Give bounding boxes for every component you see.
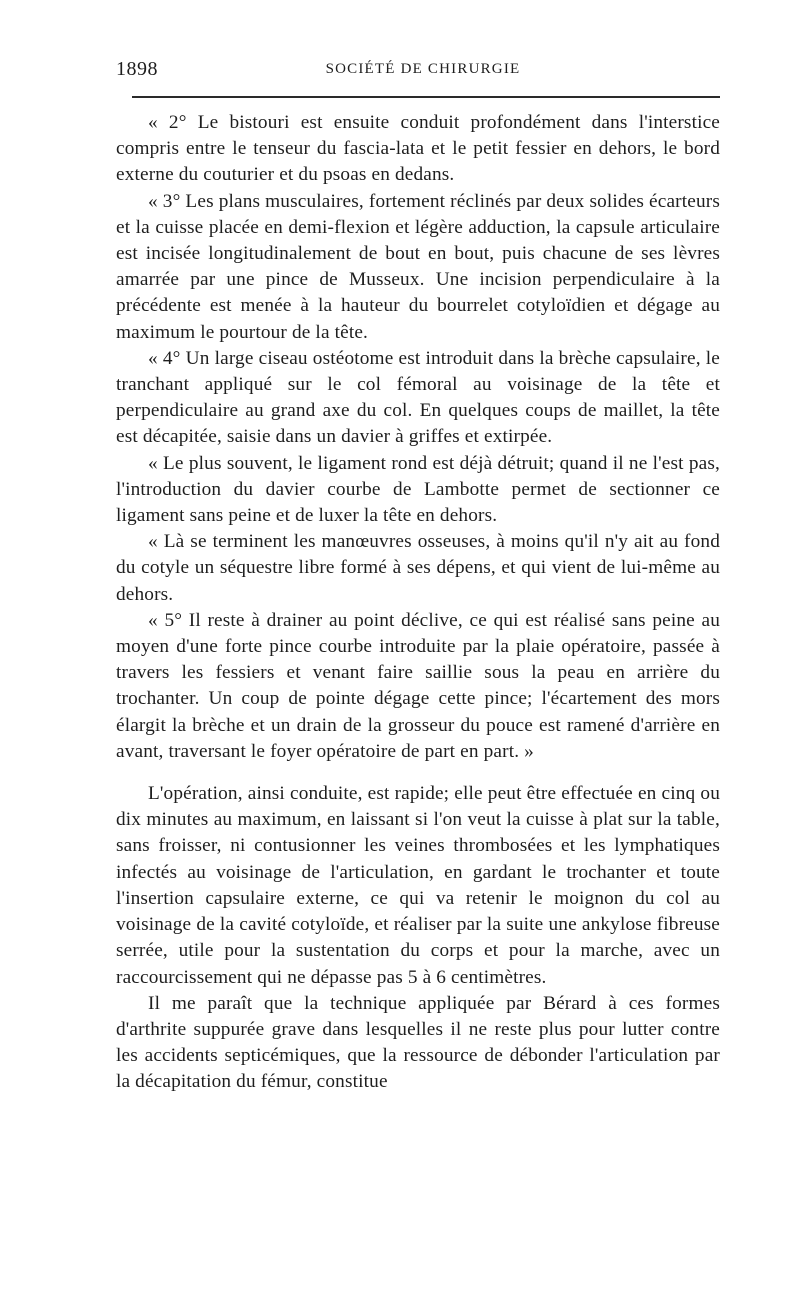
paragraph-step-3: « 3° Les plans musculaires, fortement réclinés par deux solides écarteurs et la cuisse placée en demi-flexion et légère adduction, la capsule articulaire est incisée longitudinalement de bout en bout, puis chacune de ses lèvres amarrée par une pince de Musseux. Une incision perpendiculaire à la précédente est menée à la hauteur du bourrelet cotyloïdien et dégage au maximum le pourtour de la tête.: [116, 190, 720, 343]
paragraph-step-4: « 4° Un large ciseau ostéotome est introduit dans la brèche capsulaire, le tranchant appliqué sur le col fémoral au voisinage de la tête et perpendiculaire au grand axe du col. En quelques coups de maillet, la tête est décapitée, saisie dans un davier à griffes et extirpée.: [116, 347, 720, 448]
body-text: [116, 110, 720, 1096]
page-header: [116, 58, 720, 88]
running-title: SOCIÉTÉ DE CHIRURGIE: [325, 61, 521, 77]
paragraph-step-2: « 2° Le bistouri est ensuite conduit profondément dans l'interstice compris entre le tenseur du fascia-lata et le petit fessier en dehors, le bord externe du couturier et du psoas en dedans.: [116, 112, 720, 186]
paragraph-operation: L'opération, ainsi conduite, est rapide; elle peut être effectuée en cinq ou dix minutes au maximum, en laissant si l'on veut la cuisse à plat sur la table, sans froisser, ni contusionner les veines thrombosées et les lymphatiques infectés au voisinage de l'articulation, en gardant le trochanter et toute l'insertion capsulaire externe, ce qui va retenir le moignon du col au voisinage de la cavité cotyloïde, et réaliser par la suite une ankylose fibreuse serrée, utile pour la sustentation du corps et pour la marche, avec un raccourcissement qui ne dépasse pas 5 à 6 centimètres.: [116, 783, 720, 988]
paragraph-ligament: « Le plus souvent, le ligament rond est déjà détruit; quand il ne l'est pas, l'introduction du davier courbe de Lambotte permet de sectionner ce ligament sans peine et de luxer la tête en dehors.: [116, 452, 720, 527]
paragraph-step-5: « 5° Il reste à drainer au point déclive, ce qui est réalisé sans peine au moyen d'une forte pince courbe introduite par la plaie opératoire, passée à travers les fessiers et venant faire saillie sous la peau en arrière du trochanter. Un coup de pointe dégage cette pince; l'écartement des mors élargit la brèche et un drain de la grosseur du pouce est ramené d'arrière en avant, traversant le foyer opératoire de part en part. »: [116, 609, 720, 762]
paragraph-sequestre: « Là se terminent les manœuvres osseuses, à moins qu'il n'y ait au fond du cotyle un séquestre libre formé à ses dépens, et qui vient de lui-même au dehors.: [116, 531, 720, 605]
paragraph-conclusion: Il me paraît que la technique appliquée par Bérard à ces formes d'arthrite suppurée grave dans lesquelles il ne reste plus pour lutter contre les accidents septicémiques, que la ressource de débonder l'articulation par la décapitation du fémur, constitue: [116, 992, 720, 1093]
header-rule: [132, 96, 720, 98]
page-number: 1898: [116, 58, 158, 80]
